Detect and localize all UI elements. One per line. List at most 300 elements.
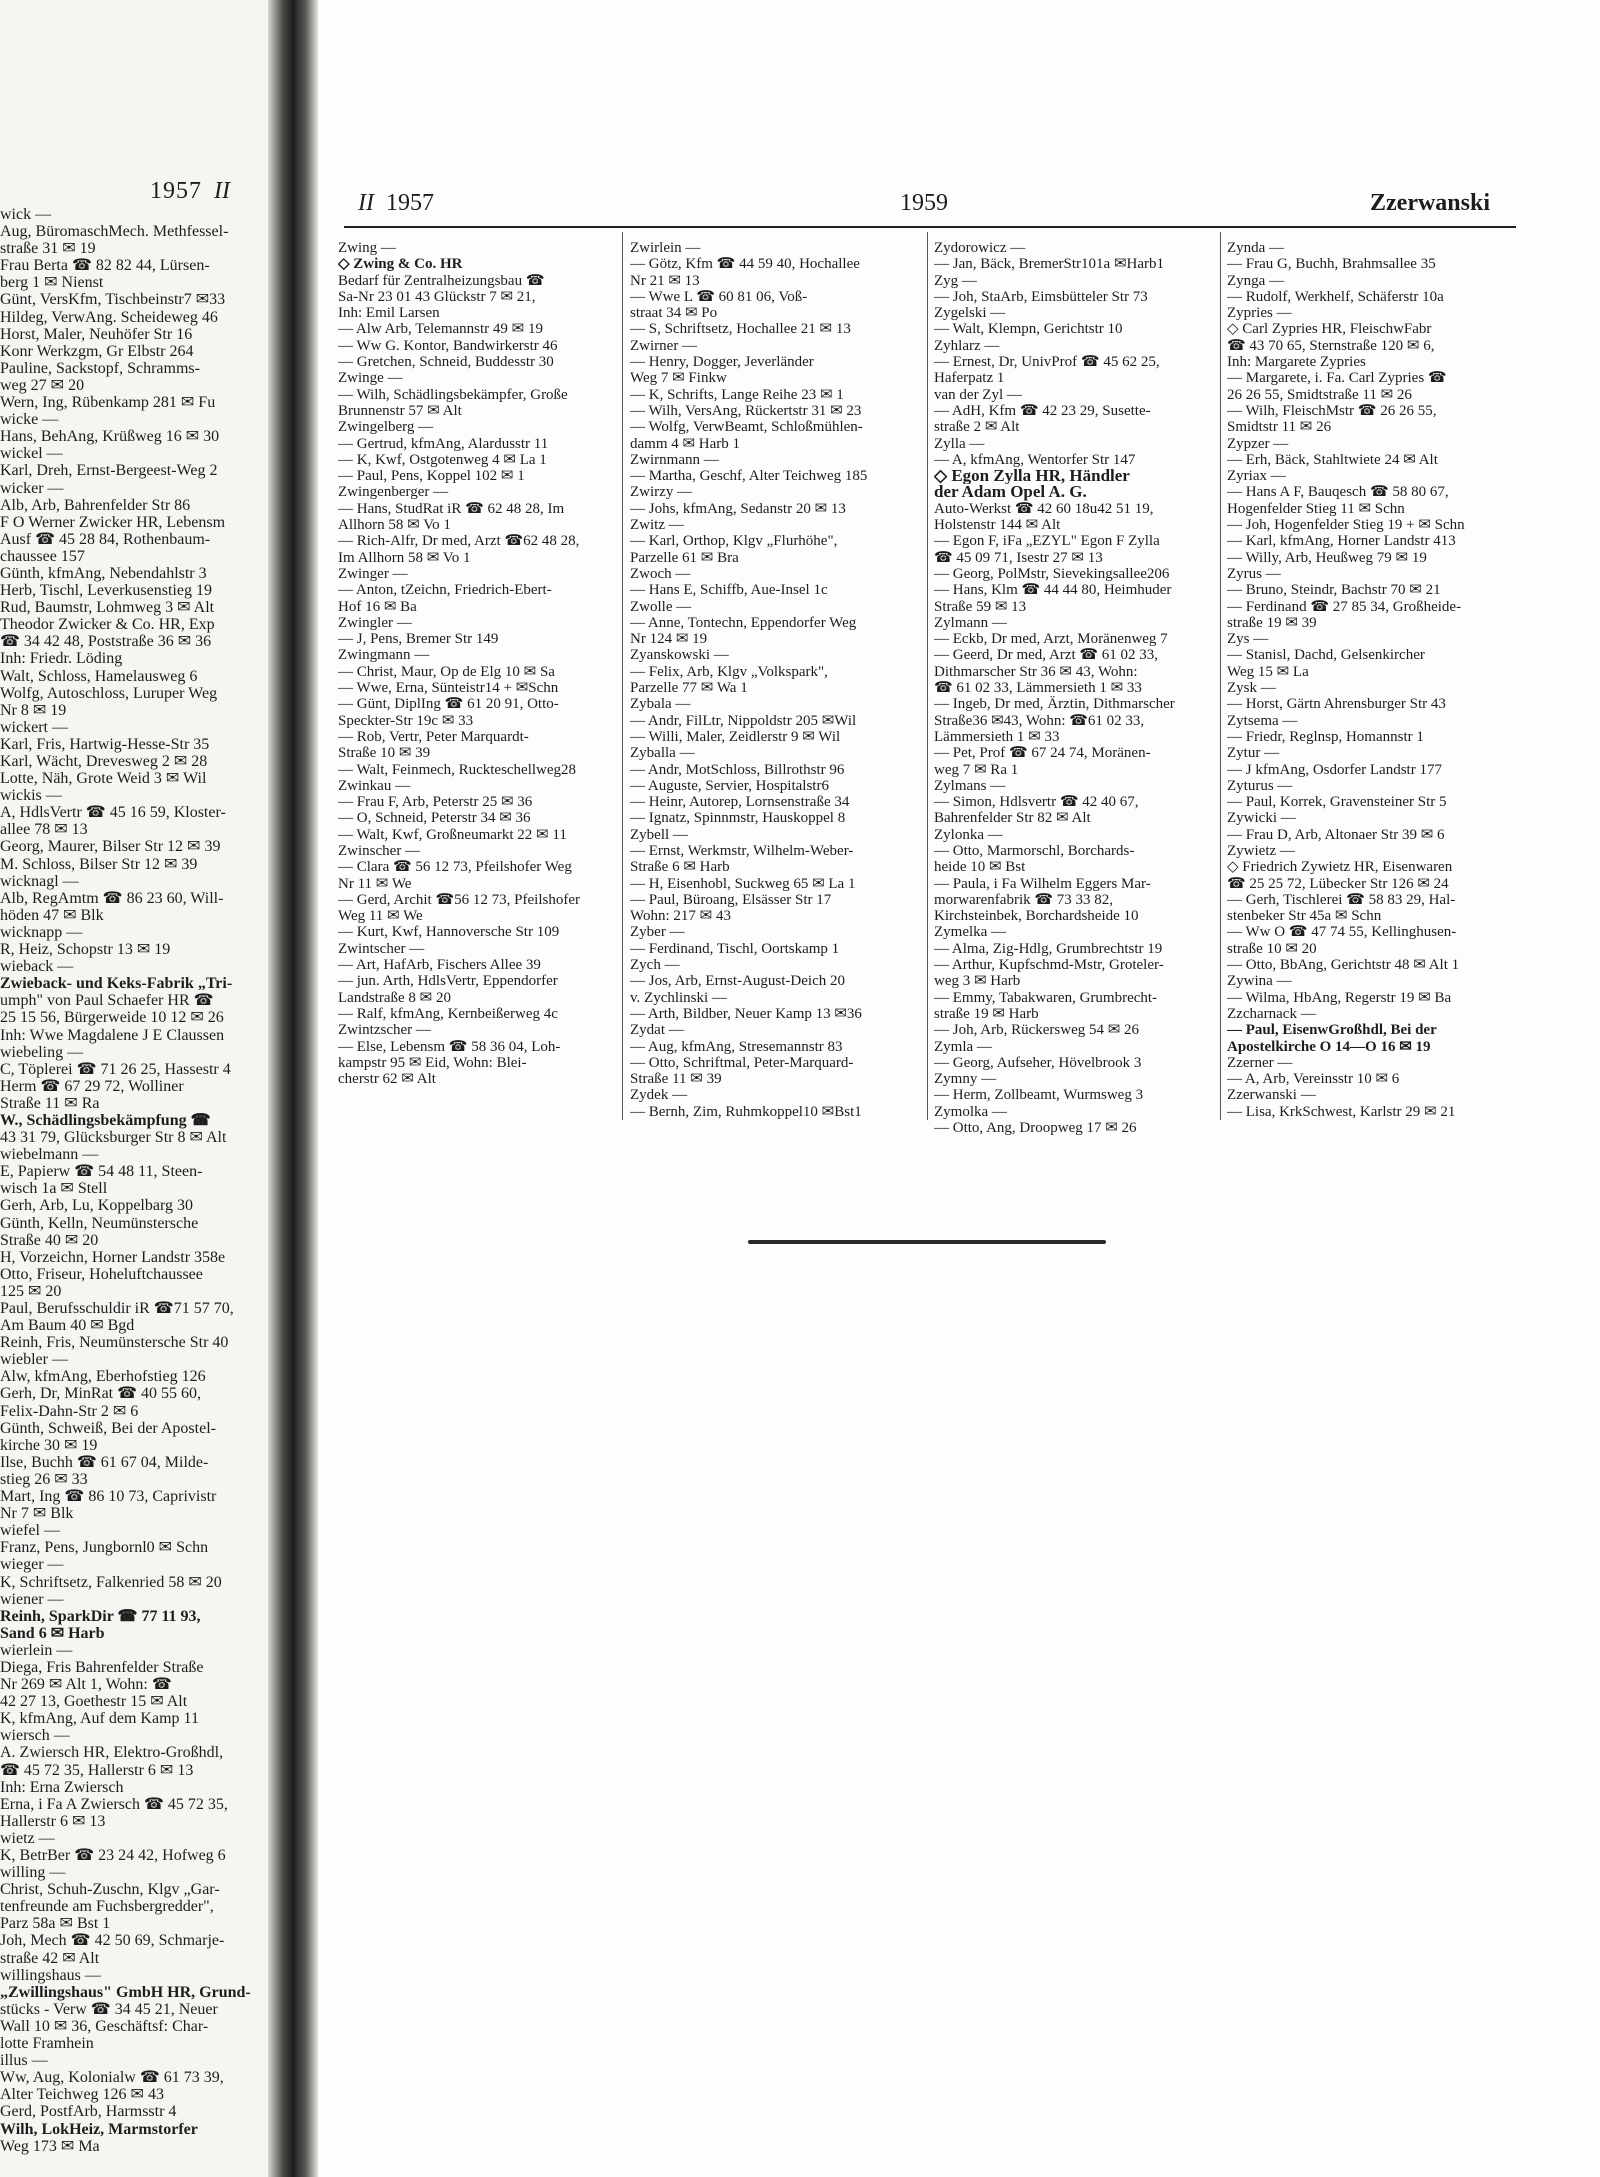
directory-entry-line: — Henry, Dogger, Jeverländer	[630, 354, 814, 371]
directory-entry-line: Zwingmann —	[338, 647, 430, 664]
directory-entry-line: — Arth, Bildber, Neuer Kamp 13 ✉36	[630, 1005, 862, 1022]
directory-entry-line: höden 47 ✉ Blk	[0, 906, 104, 924]
directory-entry-line: straße 19 ✉ 39	[1227, 614, 1317, 631]
book-spine	[268, 0, 318, 2177]
directory-entry-line: Zywina —	[1227, 973, 1292, 990]
directory-entry-line: Günth, Kelln, Neumünstersche	[0, 1214, 199, 1232]
directory-entry-line: stieg 26 ✉ 33	[0, 1470, 88, 1488]
directory-entry-line: Karl, Dreh, Ernst-Bergeest-Weg 2	[0, 462, 218, 480]
directory-entry-line: allee 78 ✉ 13	[0, 821, 88, 839]
directory-entry-line: Ilse, Buchh ☎ 61 67 04, Milde-	[0, 1453, 209, 1471]
directory-entry-line: Joh, Mech ☎ 42 50 69, Schmarje-	[0, 1932, 225, 1950]
directory-entry-line: Hallerstr 6 ✉ 13	[0, 1812, 106, 1830]
directory-entry-line: Sa-Nr 23 01 43 Glückstr 7 ✉ 21,	[338, 288, 536, 305]
directory-entry-line: — Bruno, Steindr, Bachstr 70 ✉ 21	[1227, 582, 1441, 599]
directory-entry-line: Zylmann —	[934, 614, 1007, 631]
header-rule	[344, 226, 1516, 228]
directory-entry-line: — S, Schriftsetz, Hochallee 21 ✉ 13	[630, 321, 851, 338]
directory-entry-line: — Felix, Arb, Klgv „Volkspark",	[630, 663, 828, 680]
directory-entry-line: lotte Framhein	[0, 2035, 94, 2053]
directory-entry-line: Apostelkirche O 14—O 16 ✉ 19	[1227, 1038, 1431, 1055]
directory-entry-line: Zylonka —	[934, 826, 1003, 843]
directory-entry-line: Zwirnmann —	[630, 451, 719, 468]
directory-entry-line: Zzerner —	[1227, 1054, 1293, 1071]
directory-entry-line: — Anne, Tontechn, Eppendorfer Weg	[630, 614, 857, 631]
directory-entry-line: wick —	[0, 206, 52, 223]
directory-entry-line: Zwoch —	[630, 565, 691, 582]
directory-entry-line: — Paul, Korrek, Gravensteiner Str 5	[1227, 794, 1447, 811]
directory-entry-line: — Erh, Bäck, Stahltwiete 24 ✉ Alt	[1227, 451, 1438, 468]
directory-entry-line: umph" von Paul Schaefer HR ☎	[0, 992, 214, 1010]
directory-entry-line: berg 1 ✉ Nienst	[0, 274, 104, 292]
directory-entry-line: Zypries —	[1227, 305, 1292, 322]
directory-entry-line: Zylla —	[934, 435, 985, 452]
directory-entry-line: — Paul, EisenwGroßhdl, Bei der	[1227, 1022, 1437, 1039]
directory-entry-line: — Hans A F, Bauqesch ☎ 58 80 67,	[1227, 484, 1449, 501]
column-1	[338, 240, 618, 1087]
directory-entry-line: Günth, kfmAng, Nebendahlstr 3	[0, 564, 207, 582]
directory-entry-line: Nr 21 ✉ 13	[630, 272, 700, 289]
directory-entry-line: Holstenstr 144 ✉ Alt	[934, 517, 1061, 534]
directory-entry-line: — Georg, Aufseher, Hövelbrook 3	[934, 1054, 1142, 1071]
directory-entry-line: Gerd, PostfArb, Harmsstr 4	[0, 2103, 177, 2121]
directory-entry-line: Zwieback- und Keks-Fabrik „Tri-	[0, 975, 233, 993]
directory-entry-line: Horst, Maler, Neuhöfer Str 16	[0, 325, 193, 343]
directory-entry-line: K, BetrBer ☎ 23 24 42, Hofweg 6	[0, 1847, 226, 1864]
directory-entry-line: Gerh, Arb, Lu, Koppelbarg 30	[0, 1197, 193, 1215]
directory-entry-line: — K, Schrifts, Lange Reihe 23 ✉ 1	[630, 386, 844, 403]
left-page-header	[150, 178, 230, 205]
directory-entry-line: — J kfmAng, Osdorfer Landstr 177	[1227, 761, 1442, 778]
directory-entry-line: — Wilh, Schädlingsbekämpfer, Große	[338, 386, 568, 403]
column-divider	[622, 232, 623, 1120]
directory-entry-line: — Clara ☎ 56 12 73, Pfeilshofer Weg	[338, 859, 572, 876]
directory-entry-line: weg 27 ✉ 20	[0, 376, 85, 394]
directory-entry-line: Walt, Schloss, Hamelausweg 6	[0, 667, 198, 685]
directory-entry-line: straße 19 ✉ Harb	[934, 1005, 1039, 1022]
directory-entry-line: Günt, VersKfm, Tischbeinstr7 ✉33	[0, 291, 226, 309]
directory-entry-line: chaussee 157	[0, 547, 85, 565]
directory-entry-line: Zyanskowski —	[630, 647, 729, 664]
directory-entry-line: wiersch —	[0, 1727, 70, 1745]
header-mark: II	[358, 190, 374, 216]
directory-entry-line: v. Zychlinski —	[630, 989, 727, 1006]
directory-entry-line: morwarenfabrik ☎ 73 33 82,	[934, 891, 1114, 908]
directory-entry-line: — H, Eisenhobl, Suckweg 65 ✉ La 1	[630, 875, 856, 892]
directory-entry-line: — Wwe, Erna, Sünteistr14 + ✉Schn	[338, 680, 559, 697]
directory-entry-line: Wilh, LokHeiz, Marmstorfer	[0, 2120, 198, 2138]
directory-entry-line: — Gretchen, Schneid, Buddesstr 30	[338, 354, 554, 371]
directory-entry-line: Zyturus —	[1227, 777, 1293, 794]
directory-entry-line: Rud, Baumstr, Lohmweg 3 ✉ Alt	[0, 599, 215, 617]
directory-entry-line: Zymelka —	[934, 924, 1007, 941]
directory-entry-line: — A, kfmAng, Wentorfer Str 147	[934, 451, 1136, 468]
directory-entry-line: A, HdlsVertr ☎ 45 16 59, Kloster-	[0, 804, 226, 822]
directory-entry-line: Inh: Wwe Magdalene J E Claussen	[0, 1026, 225, 1044]
directory-entry-line: Zwingler —	[338, 614, 412, 631]
directory-entry-line: Nr 8 ✉ 19	[0, 701, 67, 719]
directory-entry-line: Inh: Margarete Zypries	[1227, 354, 1366, 371]
directory-entry-line: — Christ, Maur, Op de Elg 10 ✉ Sa	[338, 663, 555, 680]
directory-entry-line: — Karl, kfmAng, Horner Landstr 413	[1227, 533, 1456, 550]
directory-entry-line: Nr 269 ✉ Alt 1, Wohn: ☎	[0, 1676, 172, 1694]
directory-entry-line: Inh: Friedr. Löding	[0, 650, 123, 668]
directory-entry-line: Straße 59 ✉ 13	[934, 598, 1027, 615]
directory-entry-line: Wern, Ing, Rübenkamp 281 ✉ Fu	[0, 394, 216, 412]
directory-entry-line: — Willy, Arb, Heußweg 79 ✉ 19	[1227, 549, 1427, 566]
directory-entry-line: — Kurt, Kwf, Hannoversche Str 109	[338, 924, 560, 941]
directory-entry-line: Aug, BüromaschMech. Methfessel-	[0, 223, 229, 241]
directory-entry-line: Zydat —	[630, 1022, 684, 1039]
directory-entry-line: Lotte, Näh, Grote Weid 3 ✉ Wil	[0, 770, 207, 788]
directory-entry-line: — Andr, MotSchloss, Billrothstr 96	[630, 761, 845, 778]
directory-entry-line: Straße 11 ✉ 39	[630, 1071, 722, 1088]
directory-entry-line: wiebelmann —	[0, 1146, 99, 1164]
directory-entry-line: — Walt, Feinmech, Ruckteschellweg28	[338, 761, 577, 778]
directory-entry-line: Zwingenberger —	[338, 484, 449, 501]
directory-entry-line: wicke —	[0, 411, 59, 429]
directory-entry-line: — Gerh, Tischlerei ☎ 58 83 29, Hal-	[1227, 891, 1456, 908]
directory-entry-line: — Walt, Klempn, Gerichtstr 10	[934, 321, 1123, 338]
directory-entry-line: Zwirlein —	[630, 240, 701, 256]
directory-entry-line: Zwing —	[338, 240, 396, 256]
directory-entry-line: Zyg —	[934, 272, 977, 289]
directory-entry-line: — Ferdinand ☎ 27 85 34, Großheide-	[1227, 598, 1462, 615]
directory-entry-line: stücks - Verw ☎ 34 45 21, Neuer	[0, 2000, 218, 2018]
directory-entry-line: tenfreunde am Fuchsbergredder",	[0, 1898, 214, 1916]
directory-entry-line: Reinh, Fris, Neumünstersche Str 40	[0, 1334, 229, 1352]
column-divider	[1220, 232, 1221, 1120]
directory-entry-line: 125 ✉ 20	[0, 1282, 62, 1300]
directory-entry-line: ◇ Zwing & Co. HR	[338, 256, 463, 273]
directory-entry-line: — Paula, i Fa Wilhelm Eggers Mar-	[934, 875, 1151, 892]
directory-entry-line: 25 15 56, Bürgerweide 10 12 ✉ 26	[0, 1009, 224, 1027]
directory-entry-line: Hof 16 ✉ Ba	[338, 598, 417, 615]
directory-entry-line: — Joh, StaArb, Eimsbütteler Str 73	[934, 288, 1148, 305]
directory-entry-line: damm 4 ✉ Harb 1	[630, 435, 741, 452]
directory-entry-line: Straße 6 ✉ Harb	[630, 859, 730, 876]
directory-entry-line: Weg 7 ✉ Finkw	[630, 370, 727, 387]
directory-entry-line: — Karl, Orthop, Klgv „Flurhöhe",	[630, 533, 838, 550]
directory-entry-line: Otto, Friseur, Hoheluftchaussee	[0, 1265, 203, 1283]
directory-entry-line: Zymny —	[934, 1071, 997, 1088]
directory-entry-line: wickert —	[0, 718, 68, 736]
directory-entry-line: Diega, Fris Bahrenfelder Straße	[0, 1658, 204, 1676]
directory-entry-line: Felix-Dahn-Str 2 ✉ 6	[0, 1402, 139, 1420]
directory-entry-line: wicker —	[0, 479, 64, 497]
directory-entry-line: heide 10 ✉ Bst	[934, 859, 1026, 876]
directory-entry-line: — Friedr, Reglnsp, Homannstr 1	[1227, 728, 1424, 745]
directory-entry-line: kirche 30 ✉ 19	[0, 1436, 98, 1454]
directory-entry-line: Alter Teichweg 126 ✉ 43	[0, 2086, 164, 2104]
header-year-left: 1957	[386, 190, 434, 216]
left-page	[0, 0, 268, 2177]
directory-entry-line: Zwirzy —	[630, 484, 693, 501]
directory-entry-line: Zytsema —	[1227, 712, 1298, 729]
directory-entry-line: Zwintzscher —	[338, 1022, 431, 1039]
directory-entry-line: Zysk —	[1227, 680, 1276, 697]
directory-entry-line: Weg 11 ✉ We	[338, 908, 423, 925]
directory-entry-line: Nr 11 ✉ We	[338, 875, 412, 892]
directory-entry-line: der Adam Opel A. G.	[934, 484, 1087, 501]
directory-entry-line: — Stanisl, Dachd, Gelsenkircher	[1227, 647, 1425, 664]
column-4	[1227, 240, 1517, 1120]
directory-entry-line: — jun. Arth, HdlsVertr, Eppendorfer	[338, 973, 558, 990]
directory-entry-line: — Götz, Kfm ☎ 44 59 40, Hochallee	[630, 256, 860, 273]
directory-entry-line: 26 26 55, Smidtstraße 11 ✉ 26	[1227, 386, 1412, 403]
directory-entry-line: wicknapp —	[0, 923, 83, 941]
directory-entry-line: — Frau D, Arb, Altonaer Str 39 ✉ 6	[1227, 826, 1445, 843]
directory-entry-line: — Egon F, iFa „EZYL" Egon F Zylla	[934, 533, 1160, 550]
directory-entry-line: — Hans, StudRat iR ☎ 62 48 28, Im	[338, 500, 565, 517]
directory-entry-line: Zwirner —	[630, 337, 698, 354]
directory-entry-line: straße 2 ✉ Alt	[934, 419, 1020, 436]
directory-entry-line: kampstr 95 ✉ Eid, Wohn: Blei-	[338, 1054, 527, 1071]
directory-entry-line: — Ww G. Kontor, Bandwirkerstr 46	[338, 337, 558, 354]
directory-entry-line: Gerh, Dr, MinRat ☎ 40 55 60,	[0, 1385, 202, 1403]
directory-entry-line: — Auguste, Servier, Hospitalstr6	[630, 777, 829, 794]
directory-entry-line: — Hans E, Schiffb, Aue-Insel 1c	[630, 582, 828, 599]
directory-entry-line: Straße36 ✉43, Wohn: ☎61 02 33,	[934, 712, 1145, 729]
directory-entry-line: Zygelski —	[934, 305, 1006, 322]
directory-entry-line: — Emmy, Tabakwaren, Grumbrecht-	[934, 989, 1158, 1006]
left-header-mark: II	[214, 178, 230, 204]
directory-entry-line: — Martha, Geschf, Alter Teichweg 185	[630, 468, 868, 485]
directory-entry-line: — Rudolf, Werkhelf, Schäferstr 10a	[1227, 288, 1444, 305]
directory-entry-line: Brunnenstr 57 ✉ Alt	[338, 402, 462, 419]
directory-entry-line: Alb, RegAmtm ☎ 86 23 60, Will-	[0, 889, 224, 907]
directory-entry-line: Karl, Fris, Hartwig-Hesse-Str 35	[0, 735, 210, 753]
column-2	[630, 240, 922, 1120]
directory-entry-line: Sand 6 ✉ Harb	[0, 1624, 105, 1642]
directory-entry-line: wierlein —	[0, 1641, 73, 1659]
directory-entry-line: Zydek —	[630, 1087, 688, 1104]
directory-entry-line: Auto-Werkst ☎ 42 60 18u42 51 19,	[934, 500, 1154, 517]
directory-entry-line: — Frau G, Buchh, Brahmsallee 35	[1227, 256, 1436, 273]
directory-entry-line: Pauline, Sackstopf, Schramms-	[0, 359, 200, 377]
directory-entry-line: Am Baum 40 ✉ Bgd	[0, 1317, 135, 1335]
directory-entry-line: ◇ Friedrich Zywietz HR, Eisenwaren	[1227, 859, 1453, 876]
directory-entry-line: Inh: Emil Larsen	[338, 305, 440, 322]
directory-entry-line: — Gerd, Archit ☎56 12 73, Pfeilshofer	[338, 891, 580, 908]
directory-entry-line: Georg, Maurer, Bilser Str 12 ✉ 39	[0, 838, 221, 856]
directory-entry-line: Zymla —	[934, 1038, 992, 1055]
directory-entry-line: Konr Werkzgm, Gr Elbstr 264	[0, 342, 194, 360]
directory-entry-line: — Arthur, Kupfschmd-Mstr, Groteler-	[934, 957, 1164, 974]
directory-entry-line: — Ww O ☎ 47 74 55, Kellinghusen-	[1227, 924, 1457, 941]
directory-entry-line: — Wwe L ☎ 60 81 06, Voß-	[630, 288, 808, 305]
directory-entry-line: — Ingeb, Dr med, Ärztin, Dithmarscher	[934, 696, 1175, 713]
directory-entry-line: Lämmersieth 1 ✉ 33	[934, 728, 1060, 745]
directory-entry-line: — Paul, Pens, Koppel 102 ✉ 1	[338, 468, 525, 485]
directory-entry-line: M. Schloss, Bilser Str 12 ✉ 39	[0, 855, 198, 873]
directory-entry-line: — Ferdinand, Tischl, Oortskamp 1	[630, 940, 840, 957]
directory-entry-line: — Aug, kfmAng, Stresemannstr 83	[630, 1038, 843, 1055]
directory-entry-line: — Georg, PolMstr, Sievekingsallee206	[934, 565, 1170, 582]
directory-entry-line: Zyriax —	[1227, 468, 1286, 485]
directory-entry-line: ☎ 34 42 48, Poststraße 36 ✉ 36	[0, 633, 212, 651]
directory-entry-line: Wall 10 ✉ 36, Geschäftsf: Char-	[0, 2017, 209, 2035]
left-header-year: 1957	[150, 178, 202, 204]
directory-entry-line: Wolfg, Autoschloss, Luruper Weg	[0, 684, 218, 702]
directory-entry-line: Zwinge —	[338, 370, 403, 387]
directory-entry-line: wicknagl —	[0, 872, 79, 890]
directory-entry-line: Weg 15 ✉ La	[1227, 663, 1309, 680]
directory-entry-line: Wohn: 217 ✉ 43	[630, 908, 731, 925]
directory-entry-line: — Otto, BbAng, Gerichtstr 48 ✉ Alt 1	[1227, 957, 1460, 974]
directory-entry-line: wiebler —	[0, 1351, 68, 1369]
directory-entry-line: wickel —	[0, 445, 63, 463]
directory-entry-line: Zyballa —	[630, 745, 695, 762]
directory-entry-line: Bedarf für Zentralheizungsbau ☎	[338, 272, 545, 289]
directory-entry-line: Zybala —	[630, 696, 691, 713]
directory-entry-line: Zwinger —	[338, 565, 408, 582]
directory-entry-line: Parzelle 61 ✉ Bra	[630, 549, 739, 566]
directory-entry-line: — A, Arb, Vereinsstr 10 ✉ 6	[1227, 1071, 1400, 1088]
directory-entry-line: — Rob, Vertr, Peter Marquardt-	[338, 728, 529, 745]
directory-entry-line: Ausf ☎ 45 28 84, Rothenbaum-	[0, 530, 211, 548]
directory-entry-line: — Paul, Büroang, Elsässer Str 17	[630, 891, 832, 908]
directory-entry-line: — Jos, Arb, Ernst-August-Deich 20	[630, 973, 845, 990]
directory-entry-line: Zwolle —	[630, 598, 692, 615]
directory-entry-line: Zypzer —	[1227, 435, 1289, 452]
directory-entry-line: Herb, Tischl, Leverkusenstieg 19	[0, 582, 212, 600]
directory-entry-line: Zwinscher —	[338, 842, 421, 859]
directory-entry-line: straße 31 ✉ 19	[0, 240, 96, 258]
directory-entry-line: Zywietz —	[1227, 842, 1295, 859]
directory-entry-line: Herm ☎ 67 29 72, Wolliner	[0, 1077, 184, 1095]
directory-entry-line: Zyhlarz —	[934, 337, 1000, 354]
directory-entry-line: wiefel —	[0, 1522, 60, 1540]
directory-entry-line: — Jan, Bäck, BremerStr101a ✉Harb1	[934, 256, 1165, 273]
directory-entry-line: K, kfmAng, Auf dem Kamp 11	[0, 1710, 199, 1728]
directory-entry-line: weg 7 ✉ Ra 1	[934, 761, 1019, 778]
directory-entry-line: Bahrenfelder Str 82 ✉ Alt	[934, 810, 1091, 827]
directory-entry-line: Zydorowicz —	[934, 240, 1026, 256]
directory-entry-line: willingshaus —	[0, 1966, 101, 1984]
directory-entry-line: W., Schädlingsbekämpfung ☎	[0, 1111, 211, 1129]
directory-entry-line: — Ralf, kfmAng, Kernbeißerweg 4c	[338, 1005, 558, 1022]
directory-entry-line: Alb, Arb, Bahrenfelder Str 86	[0, 496, 191, 514]
directory-entry-line: wickis —	[0, 787, 62, 805]
header-running-name: Zzerwanski	[1370, 190, 1490, 216]
directory-entry-line: 42 27 13, Goethestr 15 ✉ Alt	[0, 1693, 188, 1711]
directory-entry-line: Im Allhorn 58 ✉ Vo 1	[338, 549, 471, 566]
directory-entry-line: Kirchsteinbek, Borchardsheide 10	[934, 908, 1139, 925]
directory-entry-line: Frau Berta ☎ 82 82 44, Lürsen-	[0, 257, 210, 275]
directory-entry-line: Nr 124 ✉ 19	[630, 631, 708, 648]
directory-entry-line: — Eckb, Dr med, Arzt, Moränenweg 7	[934, 631, 1168, 648]
directory-entry-line: Mart, Ing ☎ 86 10 73, Caprivistr	[0, 1488, 217, 1506]
directory-entry-line: straat 34 ✉ Po	[630, 305, 718, 322]
directory-entry-line: Parz 58a ✉ Bst 1	[0, 1915, 111, 1933]
directory-entry-line: — Geerd, Dr med, Arzt ☎ 61 02 33,	[934, 647, 1159, 664]
directory-entry-line: — Johs, kfmAng, Sedanstr 20 ✉ 13	[630, 500, 846, 517]
directory-entry-line: — Joh, Arb, Rückersweg 54 ✉ 26	[934, 1022, 1140, 1039]
directory-entry-line: Franz, Pens, Jungbornl0 ✉ Schn	[0, 1539, 209, 1557]
directory-entry-line: — Walt, Kwf, Großneumarkt 22 ✉ 11	[338, 826, 567, 843]
directory-entry-line: wietz —	[0, 1829, 55, 1847]
directory-entry-line: willing —	[0, 1864, 66, 1882]
column-divider	[927, 232, 928, 1120]
directory-entry-line: wisch 1a ✉ Stell	[0, 1180, 108, 1198]
directory-entry-line: Parzelle 77 ✉ Wa 1	[630, 680, 748, 697]
directory-entry-line: — Otto, Schriftmal, Peter-Marquard-	[630, 1054, 854, 1071]
directory-entry-line: Landstraße 8 ✉ 20	[338, 989, 451, 1006]
directory-entry-line: Nr 7 ✉ Blk	[0, 1505, 74, 1523]
directory-entry-line: R, Heiz, Schopstr 13 ✉ 19	[0, 941, 171, 959]
directory-entry-line: — Wilh, VersAng, Rückertstr 31 ✉ 23	[630, 402, 862, 419]
directory-entry-line: ◇ Egon Zylla HR, Händler	[934, 468, 1130, 485]
directory-entry-line: Erna, i Fa A Zwiersch ☎ 45 72 35,	[0, 1795, 228, 1813]
directory-entry-line: ☎ 25 25 72, Lübecker Str 126 ✉ 24	[1227, 875, 1449, 892]
directory-entry-line: — Art, HafArb, Fischers Allee 39	[338, 957, 541, 974]
directory-entry-line: Straße 11 ✉ Ra	[0, 1094, 100, 1112]
directory-entry-line: Zwingelberg —	[338, 419, 434, 436]
directory-entry-line: Paul, Berufsschuldir iR ☎71 57 70,	[0, 1300, 234, 1317]
directory-entry-line: Speckter-Str 19c ✉ 33	[338, 712, 474, 729]
directory-entry-line: A. Zwiersch HR, Elektro-Großhdl,	[0, 1744, 224, 1762]
directory-entry-line: wiebeling —	[0, 1043, 84, 1061]
directory-entry-line: Zwintscher —	[338, 940, 425, 957]
directory-entry-line: — Ignatz, Spinnmstr, Hauskoppel 8	[630, 810, 846, 827]
directory-entry-line: — Otto, Ang, Droopweg 17 ✉ 26	[934, 1120, 1137, 1137]
directory-entry-line: Haferpatz 1	[934, 370, 1005, 387]
directory-entry-line: — Lisa, KrkSchwest, Karlstr 29 ✉ 21	[1227, 1103, 1456, 1120]
directory-entry-line: ☎ 45 72 35, Hallerstr 6 ✉ 13	[0, 1761, 194, 1779]
directory-entry-line: — Ernst, Werkmstr, Wilhelm-Weber-	[630, 842, 854, 859]
directory-entry-line: Reinh, SparkDir ☎ 77 11 93,	[0, 1607, 201, 1625]
directory-entry-line: — Anton, tZeichn, Friedrich-Ebert-	[338, 582, 552, 599]
directory-entry-line: — Bernh, Zim, Ruhmkoppel10 ✉Bst1	[630, 1103, 862, 1120]
directory-entry-line: — Wolfg, VerwBeamt, Schloßmühlen-	[630, 419, 863, 436]
directory-entry-line: Karl, Wächt, Drevesweg 2 ✉ 28	[0, 753, 208, 770]
directory-entry-line: Ww, Aug, Kolonialw ☎ 61 73 39,	[0, 2069, 224, 2087]
directory-entry-line: — Otto, Marmorschl, Borchards-	[934, 842, 1135, 859]
directory-entry-line: — Alw Arb, Telemannstr 49 ✉ 19	[338, 321, 543, 338]
directory-entry-line: — Else, Lebensm ☎ 58 36 04, Loh-	[338, 1038, 561, 1055]
directory-entry-line: 43 31 79, Glücksburger Str 8 ✉ Alt	[0, 1129, 227, 1147]
directory-entry-line: F O Werner Zwicker HR, Lebensm	[0, 513, 226, 531]
directory-entry-line: Christ, Schuh-Zuschn, Klgv „Gar-	[0, 1881, 220, 1899]
directory-entry-line: — Willi, Maler, Zeidlerstr 9 ✉ Wil	[630, 728, 841, 745]
directory-entry-line: weg 3 ✉ Harb	[934, 973, 1021, 990]
header-page-number: 1959	[900, 190, 948, 216]
directory-entry-line: Zzcharnack —	[1227, 1005, 1316, 1022]
directory-entry-line: Zwinkau —	[338, 777, 411, 794]
directory-entry-line: — Pet, Prof ☎ 67 24 74, Moränen-	[934, 745, 1151, 762]
directory-entry-line: straße 42 ✉ Alt	[0, 1949, 100, 1967]
directory-entry-line: — Herm, Zollbeamt, Wurmsweg 3	[934, 1087, 1144, 1104]
directory-entry-line: — Günt, DiplIng ☎ 61 20 91, Otto-	[338, 696, 559, 713]
directory-entry-line: Weg 173 ✉ Ma	[0, 2137, 100, 2155]
directory-entry-line: Zyrus —	[1227, 565, 1281, 582]
directory-entry-line: — J, Pens, Bremer Str 149	[338, 631, 499, 648]
directory-entry-line: Smidtstr 11 ✉ 26	[1227, 419, 1332, 436]
directory-entry-line: cherstr 62 ✉ Alt	[338, 1071, 436, 1088]
directory-entry-line: — Frau F, Arb, Peterstr 25 ✉ 36	[338, 794, 533, 811]
directory-entry-line: Zywicki —	[1227, 810, 1296, 827]
directory-entry-line: — Andr, FilLtr, Nippoldstr 205 ✉Wil	[630, 712, 857, 729]
directory-entry-line: ◇ Carl Zypries HR, FleischwFabr	[1227, 321, 1432, 338]
directory-entry-line: — O, Schneid, Peterstr 34 ✉ 36	[338, 810, 531, 827]
directory-entry-line: Zwitz —	[630, 517, 684, 534]
directory-entry-line: wieback —	[0, 958, 74, 976]
directory-entry-line: ☎ 61 02 33, Lämmersieth 1 ✉ 33	[934, 680, 1142, 697]
directory-entry-line: H, Vorzeichn, Horner Landstr 358e	[0, 1248, 226, 1266]
directory-entry-line: — Hans, Klm ☎ 44 44 80, Heimhuder	[934, 582, 1172, 599]
directory-entry-line: — Gertrud, kfmAng, Alardusstr 11	[338, 435, 549, 452]
